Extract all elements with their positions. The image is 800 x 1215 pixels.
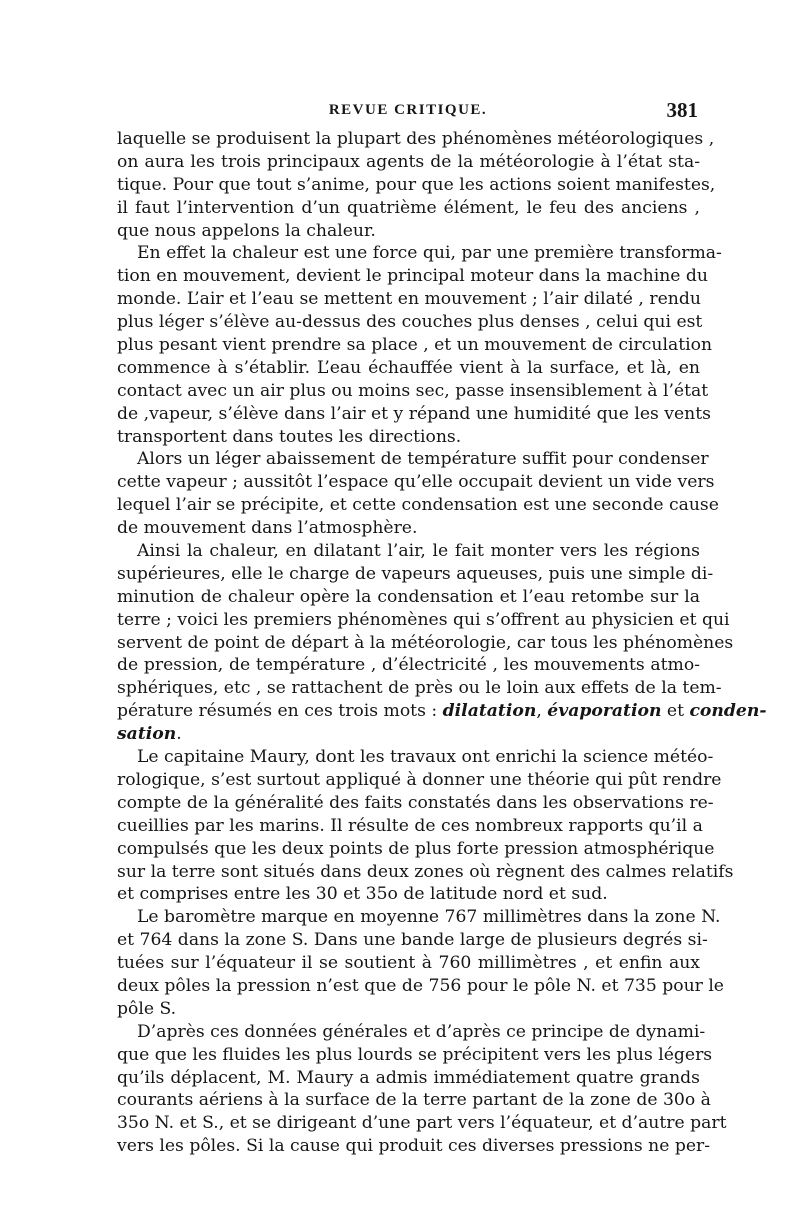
text-line: minution de chaleur opère la condensation et l’eau retombe sur la xyxy=(117,586,700,607)
text-line: sphériques, etc , se rattachent de près ou le loin aux effets de la tem- xyxy=(117,678,722,699)
emphasized-term: sation xyxy=(117,724,177,745)
text-line: pôle S. xyxy=(117,998,177,1019)
emphasized-term: conden- xyxy=(689,701,767,722)
text-line: terre ; voici les premiers phénomènes qui s’offrent au physicien et qui xyxy=(117,609,730,630)
text-line: sur la terre sont situés dans deux zones où règnent des calmes relatifs xyxy=(117,861,734,882)
text-line: que nous appelons la chaleur. xyxy=(117,220,376,241)
text-line: il faut l’intervention d’un quatrième élément, le feu des anciens , xyxy=(117,197,700,218)
text-line: monde. L’air et l’eau se mettent en mouvement ; l’air dilaté , rendu xyxy=(117,289,701,310)
text-line: plus pesant vient prendre sa place , et un mouvement de circulation xyxy=(117,335,713,356)
text-line: cueillies par les marins. Il résulte de ces nombreux rapports qu’il a xyxy=(117,815,703,836)
running-head xyxy=(118,100,698,124)
text-line: D’après ces données générales et d’après ce principe de dynami- xyxy=(137,1021,706,1042)
text-span: pérature résumés en ces trois mots : xyxy=(117,701,443,722)
text-line: de ,vapeur, s’élève dans l’air et y répand une humidité que les vents xyxy=(117,403,711,424)
running-title: REVUE CRITIQUE. xyxy=(328,102,488,118)
text-line: que que les fluides les plus lourds se précipitent vers les plus légers xyxy=(117,1044,713,1065)
text-line: qu’ils déplacent, M. Maury a admis immédiatement quatre grands xyxy=(117,1067,700,1088)
page-number: 381 xyxy=(666,98,698,122)
text-line: et comprises entre les 30 et 35o de latitude nord et sud. xyxy=(117,884,608,905)
text-line: Le capitaine Maury, dont les travaux ont enrichi la science météo- xyxy=(137,747,714,768)
emphasized-term: évaporation xyxy=(547,701,662,722)
text-line: de mouvement dans l’atmosphère. xyxy=(117,518,418,539)
text-line: transportent dans toutes les directions. xyxy=(117,426,462,447)
text-line: commence à s’établir. L’eau échauffée vient à la surface, et là, en xyxy=(117,357,700,378)
text-line xyxy=(117,723,700,746)
text-line: contact avec un air plus ou moins sec, passe insensiblement à l’état xyxy=(117,380,709,401)
text-line: et 764 dans la zone S. Dans une bande large de plusieurs degrés si- xyxy=(117,930,708,951)
text-line: En effet la chaleur est une force qui, par une première transforma- xyxy=(137,243,722,264)
text-line: lequel l’air se précipite, et cette condensation est une seconde cause xyxy=(117,495,719,516)
text-line: vers les pôles. Si la cause qui produit ces diverses pressions ne per- xyxy=(117,1136,711,1157)
text-line: tuées sur l’équateur il se soutient à 760 millimètres , et enfin aux xyxy=(117,953,700,974)
text-line: tion en mouvement, devient le principal moteur dans la machine du xyxy=(117,266,708,287)
text-line xyxy=(117,700,767,723)
text-span: . xyxy=(176,724,182,745)
emphasized-term: dilatation xyxy=(442,701,537,722)
text-line: laquelle se produisent la plupart des phénomènes météorologiques , xyxy=(117,129,715,149)
text-line: on aura les trois principaux agents de la météorologie à l’état sta- xyxy=(117,151,700,172)
text-line: rologique, s’est surtout appliqué à donner une théorie qui pût rendre xyxy=(117,769,722,790)
body-text xyxy=(117,128,767,1158)
text-span: , xyxy=(536,701,548,722)
text-line: servent de point de départ à la météorologie, car tous les phénomènes xyxy=(117,632,734,653)
text-line: compte de la généralité des faits constatés dans les observations re- xyxy=(117,792,714,813)
text-line: Le baromètre marque en moyenne 767 millimètres dans la zone N. xyxy=(137,907,721,928)
text-line: deux pôles la pression n’est que de 756 pour le pôle N. et 735 pour le xyxy=(117,975,724,996)
text-line: plus léger s’élève au-dessus des couches plus denses , celui qui est xyxy=(117,312,703,333)
text-line: courants aériens à la surface de la terre partant de la zone de 30o à xyxy=(117,1090,711,1111)
text-line: cette vapeur ; aussitôt l’espace qu’elle occupait devient un vide vers xyxy=(117,472,715,493)
text-line: compulsés que les deux points de plus forte pression atmosphérique xyxy=(117,838,715,859)
text-line: supérieures, elle le charge de vapeurs aqueuses, puis une simple di- xyxy=(117,563,714,584)
text-line: Ainsi la chaleur, en dilatant l’air, le fait monter vers les régions xyxy=(137,541,700,562)
text-line: 35o N. et S., et se dirigeant d’une part vers l’équateur, et d’autre part xyxy=(117,1113,727,1134)
text-line: tique. Pour que tout s’anime, pour que les actions soient manifestes, xyxy=(117,174,716,195)
text-line: Alors un léger abaissement de température suffit pour condenser xyxy=(137,449,709,470)
text-line: de pression, de température , d’électricité , les mouvements atmo- xyxy=(117,655,700,676)
text-span: et xyxy=(661,701,690,722)
